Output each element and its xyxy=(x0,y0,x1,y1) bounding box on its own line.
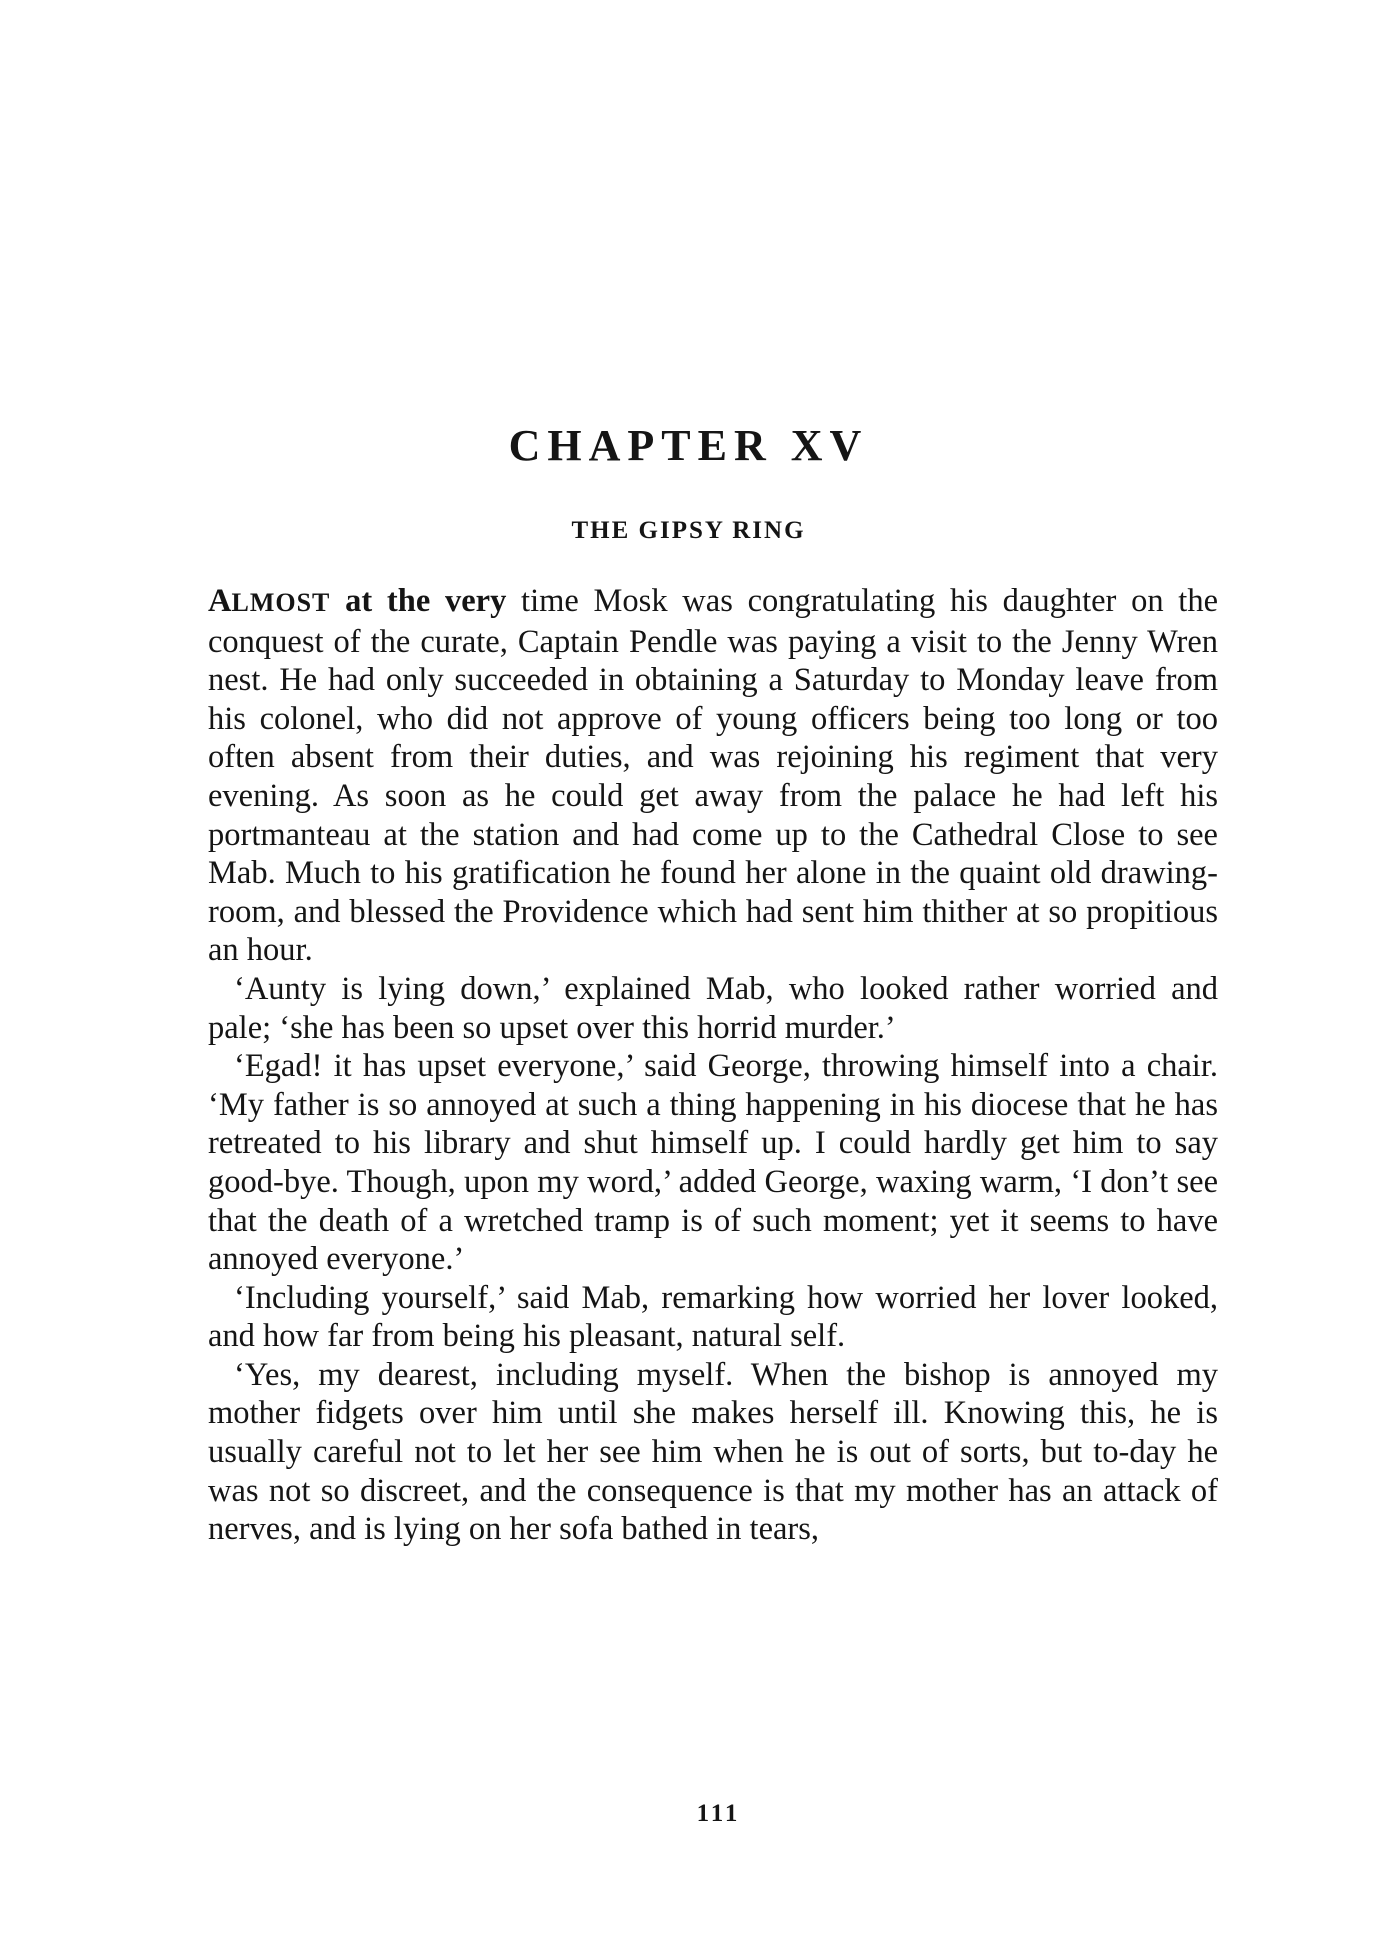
opening-capital: A xyxy=(208,583,232,619)
chapter-body xyxy=(208,582,1218,1549)
paragraph-3: ‘Egad! it has upset everyone,’ said George, throwing himself into a chair. ‘My father is so annoyed at such a thing happening in his diocese that he has retreated to his library and shut himself up. I could hardly get him to say good-bye. Though, upon my word,’ added George, waxing warm, ‘I don’t see that the death of a wretched tramp is of such moment; yet it seems to have annoyed everyone.’ xyxy=(208,1048,1218,1278)
opening-bold-words: at the very xyxy=(330,583,507,619)
paragraph-1-text: time Mosk was congratulating his daughter on the conquest of the curate, Captain Pendle was paying a visit to the Jenny Wren nest. He had only succeeded in obtaining a Saturday to Monday leave from his colonel, who did not approve of young officers being too long or too often absent from their duties, and was rejoining his regiment that very evening. As soon as he could get away from the palace he had left his portmanteau at the station and had come up to the Cathedral Close to see Mab. Much to his gratification he found her alone in the quaint old drawing-room, and blessed the Providence which had sent him thither at so propitious an hour. xyxy=(208,583,1219,969)
opening-words xyxy=(208,583,506,619)
opening-small-caps: LMOST xyxy=(231,588,331,617)
paragraph-1 xyxy=(208,582,1218,970)
paragraph-2: ‘Aunty is lying down,’ explained Mab, who looked rather worried and pale; ‘she has been so upset over this horrid murder.’ xyxy=(208,970,1218,1046)
chapter-subtitle: THE GIPSY RING xyxy=(571,517,806,544)
paragraph-5: ‘Yes, my dearest, including myself. When the bishop is annoyed my mother fidgets over him until she makes herself ill. Knowing this, he is usually careful not to let her see him when he is out of sorts, but to-day he was not so discreet, and the consequence is that my mother has an attack of nerves, and is lying on her sofa bathed in tears, xyxy=(208,1356,1218,1548)
paragraph-4: ‘Including yourself,’ said Mab, remarking how worried her lover looked, and how far from being his pleasant, natural self. xyxy=(208,1279,1218,1355)
page-number: 111 xyxy=(696,1800,741,1827)
chapter-heading: CHAPTER XV xyxy=(508,421,869,470)
